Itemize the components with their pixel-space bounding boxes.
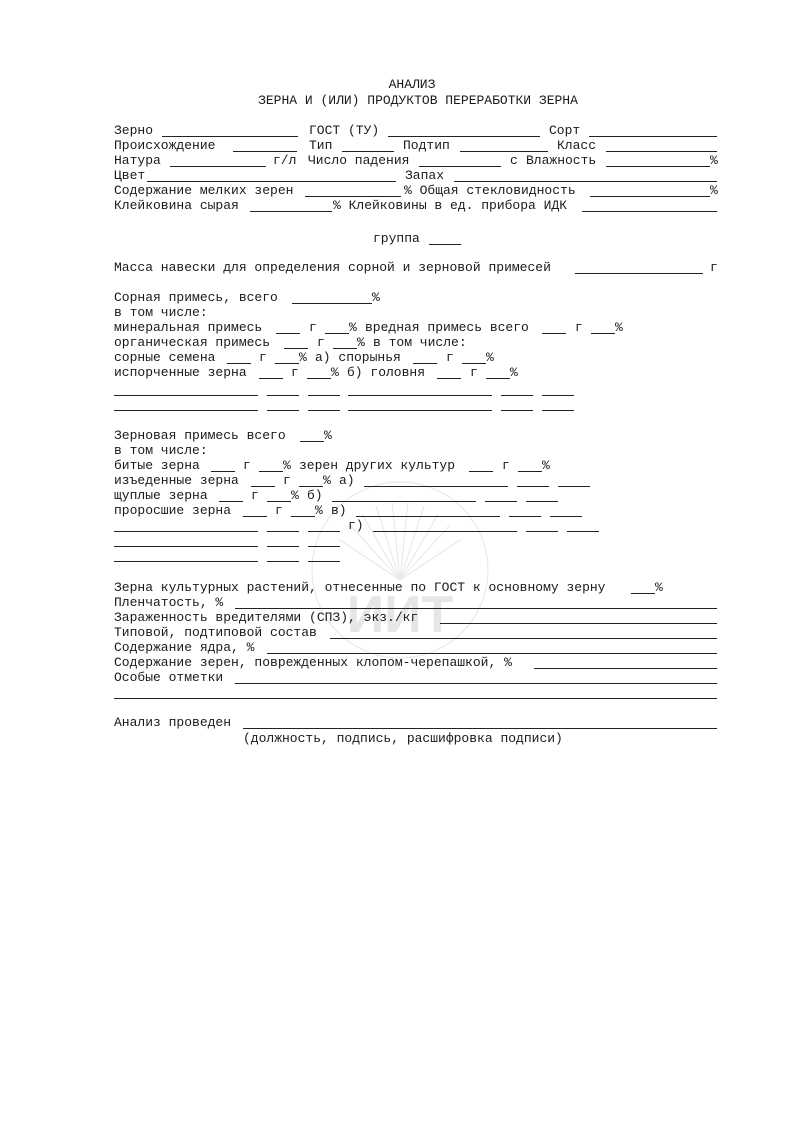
label-organic: органическая примесь <box>114 335 271 350</box>
field-smut-g[interactable] <box>437 378 461 379</box>
field-harmful-pct[interactable] <box>591 333 615 334</box>
field-harmful-g[interactable] <box>542 333 566 334</box>
label-seeds: сорные семена <box>114 350 216 365</box>
label-eaten: изъеденные зерна <box>114 473 239 488</box>
blank-line[interactable] <box>267 395 299 396</box>
label-kernel: Содержание ядра, % <box>114 640 255 655</box>
unit-pct: % <box>331 365 339 380</box>
field-signature[interactable] <box>243 728 717 729</box>
blank-line[interactable] <box>114 410 258 411</box>
blank-line[interactable] <box>348 410 492 411</box>
unit-g: г <box>259 350 267 365</box>
field-moisture[interactable] <box>606 166 710 167</box>
field-natura[interactable] <box>170 166 266 167</box>
blank-line[interactable] <box>364 486 508 487</box>
blank-line[interactable] <box>373 531 517 532</box>
blank-line[interactable] <box>526 501 558 502</box>
label-broken: битые зерна <box>114 458 200 473</box>
field-grain[interactable] <box>162 136 298 137</box>
blank-line[interactable] <box>308 395 340 396</box>
field-eaten-pct[interactable] <box>299 486 323 487</box>
label-composition: Типовой, подтиповой состав <box>114 625 317 640</box>
label-notes: Особые отметки <box>114 670 224 685</box>
label-mineral: минеральная примесь <box>114 320 263 335</box>
unit-g: г <box>309 320 317 335</box>
field-organic-pct[interactable] <box>333 348 357 349</box>
field-class[interactable] <box>606 151 717 152</box>
field-vitreousness[interactable] <box>590 196 710 197</box>
page-subtitle: ЗЕРНА И (ИЛИ) ПРОДУКТОВ ПЕРЕРАБОТКИ ЗЕРНА <box>258 93 578 108</box>
unit-g: г <box>291 365 299 380</box>
field-puny-g[interactable] <box>219 501 243 502</box>
unit-pct: % <box>486 350 494 365</box>
watermark-logo <box>300 470 500 660</box>
label-moisture: Влажность <box>526 153 597 168</box>
unit-s: с <box>510 153 518 168</box>
unit-pct: % <box>299 350 307 365</box>
unit-pct: % <box>315 503 323 518</box>
blank-line[interactable] <box>114 561 258 562</box>
field-other-pct[interactable] <box>518 471 542 472</box>
unit-g: г <box>251 488 259 503</box>
label-spoiled: испорченные зерна <box>114 365 247 380</box>
field-type[interactable] <box>342 151 394 152</box>
field-cultured[interactable] <box>631 593 655 594</box>
label-sprouted: проросшие зерна <box>114 503 232 518</box>
label-gluten-raw: Клейковина сырая <box>114 198 239 213</box>
blank-line[interactable] <box>308 546 340 547</box>
field-group[interactable] <box>429 244 461 245</box>
blank-line[interactable] <box>267 410 299 411</box>
blank-line[interactable] <box>348 395 492 396</box>
field-smut-pct[interactable] <box>486 378 510 379</box>
blank-line[interactable] <box>308 561 340 562</box>
field-grain-imp-total[interactable] <box>300 441 324 442</box>
field-gluten-idk[interactable] <box>582 211 717 212</box>
label-subtype: Подтип <box>403 138 450 153</box>
label-pests: Зараженность вредителями (СПЗ), экз./кг <box>114 610 419 625</box>
label-filminess: Пленчатость, % <box>114 595 224 610</box>
label-small-grains: Содержание мелких зерен <box>114 183 294 198</box>
unit-g: г <box>275 503 283 518</box>
field-weed-total[interactable] <box>292 303 372 304</box>
field-puny-pct[interactable] <box>267 501 291 502</box>
field-ergot-pct[interactable] <box>462 363 486 364</box>
label-other-crops: зерен других культур <box>299 458 456 473</box>
unit-pct: % <box>357 335 365 350</box>
unit-g: г <box>317 335 325 350</box>
signature-caption: (должность, подпись, расшифровка подписи) <box>243 731 563 746</box>
unit-pct: % <box>324 428 332 443</box>
unit-g: г <box>502 458 510 473</box>
unit-pct: % <box>323 473 331 488</box>
label-a: а) <box>339 473 355 488</box>
label-puny: щуплые зерна <box>114 488 208 503</box>
label-v: в) <box>331 503 347 518</box>
unit-gl: г/л <box>273 153 297 168</box>
unit-g: г <box>446 350 454 365</box>
blank-line[interactable] <box>485 501 517 502</box>
field-spoiled-pct[interactable] <box>307 378 331 379</box>
field-spoiled-g[interactable] <box>259 378 283 379</box>
field-gluten-raw[interactable] <box>250 211 332 212</box>
label-weed-incl: в том числе: <box>114 305 208 320</box>
blank-line[interactable] <box>526 531 558 532</box>
label-gost: ГОСТ (ТУ) <box>309 123 380 138</box>
label-falling-number: Число падения <box>308 153 410 168</box>
unit-pct: % <box>615 320 623 335</box>
blank-line[interactable] <box>501 410 533 411</box>
unit-g: г <box>575 320 583 335</box>
field-broken-pct[interactable] <box>259 471 283 472</box>
unit-pct: % <box>510 365 518 380</box>
label-analysis-done: Анализ проведен <box>114 715 232 730</box>
field-composition[interactable] <box>330 638 717 639</box>
label-harmful: вредная примесь всего <box>365 320 529 335</box>
unit-g-mass: г <box>710 260 718 275</box>
blank-line[interactable] <box>509 516 541 517</box>
blank-line[interactable] <box>114 546 258 547</box>
blank-line[interactable] <box>308 531 340 532</box>
field-other-g[interactable] <box>469 471 493 472</box>
label-weed-incl2: в том числе: <box>373 335 467 350</box>
label-sample-mass: Масса навески для определения сорной и зерновой примесей <box>114 260 551 275</box>
blank-line[interactable] <box>542 395 574 396</box>
label-origin: Происхождение <box>114 138 216 153</box>
field-subtype[interactable] <box>460 151 548 152</box>
field-notes-line2[interactable] <box>114 698 717 699</box>
label-b: б) <box>307 488 323 503</box>
field-broken-g[interactable] <box>211 471 235 472</box>
label-smell: Запах <box>405 168 445 183</box>
blank-line[interactable] <box>356 516 500 517</box>
field-seeds-g[interactable] <box>227 363 251 364</box>
blank-line[interactable] <box>550 516 582 517</box>
field-eaten-g[interactable] <box>251 486 275 487</box>
field-ergot-g[interactable] <box>413 363 437 364</box>
unit-pct: % <box>655 580 663 595</box>
blank-line[interactable] <box>114 395 258 396</box>
watermark-text: ИИТ <box>346 586 454 644</box>
unit-pct-vitr: % <box>710 183 718 198</box>
blank-line[interactable] <box>567 531 599 532</box>
label-group: группа <box>373 231 420 246</box>
field-mineral-g[interactable] <box>276 333 300 334</box>
label-weed-total: Сорная примесь, всего <box>114 290 278 305</box>
label-ergot: а) спорынья <box>315 350 401 365</box>
label-bug: Содержание зерен, поврежденных клопом-черепашкой, % <box>114 655 512 670</box>
field-notes[interactable] <box>235 683 717 684</box>
label-natura: Натура <box>114 153 161 168</box>
field-sprouted-pct[interactable] <box>291 516 315 517</box>
label-type: Тип <box>309 138 333 153</box>
field-sprouted-g[interactable] <box>243 516 267 517</box>
field-falling-number[interactable] <box>419 166 501 167</box>
page-title: АНАЛИЗ <box>388 77 436 92</box>
field-kernel[interactable] <box>267 653 717 654</box>
field-origin[interactable] <box>233 151 297 152</box>
blank-line[interactable] <box>267 546 299 547</box>
label-grain: Зерно <box>114 123 154 138</box>
label-gg: г) <box>348 518 364 533</box>
blank-line[interactable] <box>267 531 299 532</box>
field-small-grains[interactable] <box>305 196 401 197</box>
field-sample-mass[interactable] <box>575 273 703 274</box>
label-class: Класс <box>557 138 597 153</box>
label-gluten-idk: % Клейковины в ед. прибора ИДК <box>333 198 568 213</box>
blank-line[interactable] <box>267 561 299 562</box>
field-pests[interactable] <box>440 623 717 624</box>
unit-pct: % <box>349 320 357 335</box>
unit-pct: % <box>542 458 550 473</box>
blank-line[interactable] <box>558 486 590 487</box>
field-smell[interactable] <box>454 181 717 182</box>
unit-pct-weed: % <box>372 290 380 305</box>
field-bug[interactable] <box>534 668 717 669</box>
unit-g: г <box>243 458 251 473</box>
label-grain-imp-total: Зерновая примесь всего <box>114 428 286 443</box>
unit-pct: % <box>283 458 291 473</box>
field-mineral-pct[interactable] <box>325 333 349 334</box>
field-filminess[interactable] <box>235 608 717 609</box>
blank-line[interactable] <box>308 410 340 411</box>
label-cultured: Зерна культурных растений, отнесенные по ГОСТ к основному зерну <box>114 580 606 595</box>
field-sort[interactable] <box>589 136 717 137</box>
field-color[interactable] <box>147 181 396 182</box>
blank-line[interactable] <box>501 395 533 396</box>
blank-line[interactable] <box>332 501 476 502</box>
label-grain-imp-incl: в том числе: <box>114 443 208 458</box>
unit-pct: % <box>291 488 299 503</box>
blank-line[interactable] <box>114 531 258 532</box>
blank-line[interactable] <box>517 486 549 487</box>
unit-g: г <box>470 365 478 380</box>
label-sort: Сорт <box>549 123 581 138</box>
label-vitreousness: % Общая стекловидность <box>404 183 576 198</box>
field-organic-g[interactable] <box>284 348 308 349</box>
label-color: Цвет <box>114 168 146 183</box>
blank-line[interactable] <box>542 410 574 411</box>
field-seeds-pct[interactable] <box>275 363 299 364</box>
field-gost[interactable] <box>388 136 540 137</box>
unit-pct-moisture: % <box>710 153 718 168</box>
label-smut: б) головня <box>347 365 426 380</box>
unit-g: г <box>283 473 291 488</box>
